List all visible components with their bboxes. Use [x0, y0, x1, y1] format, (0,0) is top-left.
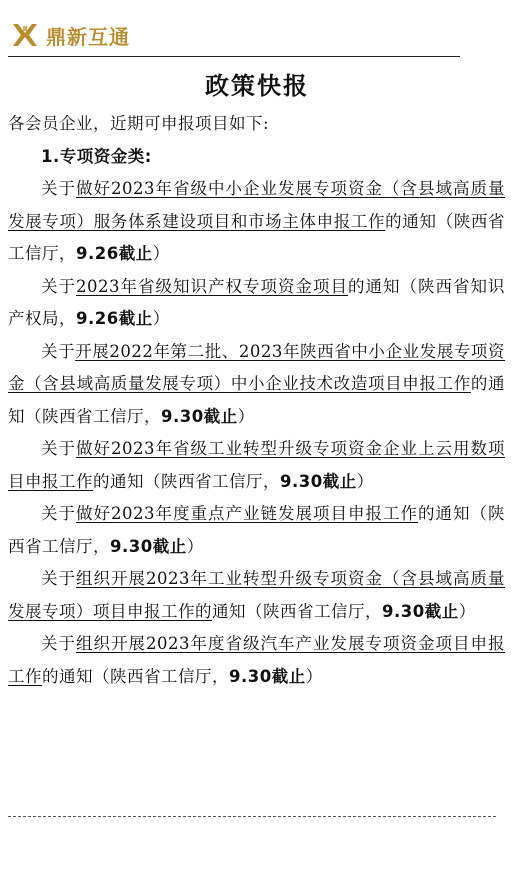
header-divider — [8, 56, 460, 57]
project-item — [8, 433, 505, 498]
item-source: 的通知（陕西省工信厅， — [8, 211, 506, 263]
dx-monogram-icon — [10, 21, 40, 49]
project-link[interactable]: 做好2023年度重点产业链发展项目申报工作 — [76, 504, 418, 523]
item-prefix: 关于 — [41, 439, 76, 458]
item-prefix: 关于 — [41, 276, 76, 296]
item-source: 的通知（陕西省工信厅， — [42, 666, 229, 686]
deadline-text: 9.30截止 — [229, 666, 306, 686]
deadline-text: 9.30截止 — [110, 536, 187, 556]
project-item — [8, 563, 505, 628]
project-item — [8, 336, 505, 434]
item-source: 的通知（陕西省工信厅， — [8, 504, 505, 556]
item-end: ） — [237, 406, 255, 426]
project-link[interactable]: 组织开展2023年工业转型升级专项资金（含县域高质量发展专项）项目申报工作的 — [8, 569, 505, 621]
project-link[interactable]: 做好2023年省级中小企业发展专项资金（含县域高质量发展专项）服务体系建设项目和市场主体申报工作 — [8, 179, 505, 231]
item-prefix: 关于 — [41, 569, 76, 588]
deadline-text: 9.26截止 — [76, 309, 153, 328]
project-item — [8, 628, 505, 693]
project-item — [8, 271, 505, 336]
item-source: 的通知（陕西省知识产权局， — [8, 276, 505, 328]
section-heading: 1.专项资金类: — [41, 146, 152, 166]
item-prefix: 关于 — [41, 179, 76, 198]
page-title: 政策快报 — [205, 71, 309, 100]
project-item — [8, 498, 505, 563]
item-end: ） — [356, 471, 374, 491]
footer-divider — [8, 816, 496, 817]
deadline-text: 9.26截止 — [76, 244, 153, 263]
item-end: ） — [305, 666, 323, 686]
item-end: ） — [458, 601, 476, 621]
brand-logo — [10, 20, 130, 50]
project-link[interactable]: 做好2023年省级工业转型升级专项资金企业上云用数项目申报工作 — [8, 439, 505, 491]
deadline-text: 9.30截止 — [280, 471, 357, 491]
project-list — [8, 173, 505, 693]
deadline-text: 9.30截止 — [382, 601, 459, 621]
project-link[interactable]: 2023年省级知识产权专项资金项目 — [76, 276, 348, 296]
deadline-text: 9.30截止 — [161, 406, 238, 426]
item-end: ） — [186, 536, 204, 556]
project-item — [8, 173, 505, 271]
item-end: ） — [152, 309, 170, 328]
item-prefix: 关于 — [41, 341, 76, 361]
document-body — [8, 108, 505, 693]
intro-text: 各会员企业，近期可申报项目如下: — [8, 114, 270, 133]
item-source: 的通知（陕西省工信厅， — [8, 374, 506, 426]
brand-name: 鼎新互通 — [46, 24, 130, 49]
project-link[interactable]: 开展2022年第二批、2023年陕西省中小企业发展专项资金（含县域高质量发展专项）中小企业技术改造项目申报工作 — [8, 341, 506, 393]
item-source: 通知（陕西省工信厅， — [212, 601, 382, 621]
item-prefix: 关于 — [41, 504, 76, 523]
item-prefix: 关于 — [41, 634, 76, 653]
item-end: ） — [152, 244, 170, 263]
item-source: 的通知（陕西省工信厅， — [93, 471, 280, 491]
project-link[interactable]: 组织开展2023年度省级汽车产业发展专项资金项目申报工作 — [8, 634, 505, 686]
